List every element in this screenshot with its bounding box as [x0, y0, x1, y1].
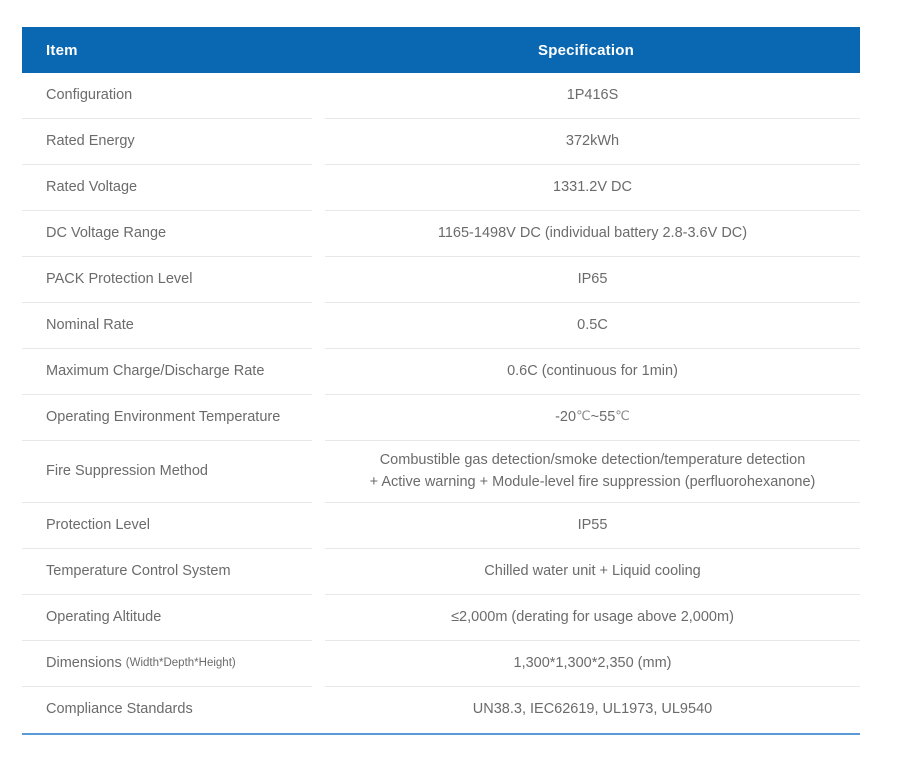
divider-gap	[312, 441, 325, 503]
row-spec-value: 0.6C (continuous for 1min)	[325, 349, 860, 395]
divider-gap	[312, 165, 325, 211]
row-spec-value	[325, 395, 860, 441]
divider-gap	[312, 119, 325, 165]
table-row	[22, 211, 860, 257]
temperature-max: ~55	[590, 408, 616, 425]
table-row	[22, 503, 860, 549]
table-row	[22, 73, 860, 119]
divider-gap	[312, 687, 325, 733]
row-spec-value: Chilled water unit + Liquid cooling	[325, 549, 860, 595]
table-row	[22, 119, 860, 165]
row-spec-value: UN38.3, IEC62619, UL1973, UL9540	[472, 701, 713, 718]
column-header-specification: Specification	[538, 41, 634, 59]
row-item-label-note: (Width*Depth*Height)	[125, 656, 236, 669]
row-spec-value: 0.5C	[325, 303, 860, 349]
row-item-label: Protection Level	[22, 503, 312, 549]
specification-table	[22, 27, 860, 735]
divider-gap	[312, 503, 325, 549]
table-row	[22, 165, 860, 211]
row-spec-value: 1P416S	[325, 73, 860, 119]
row-item-label: DC Voltage Range	[22, 211, 312, 257]
table-row	[22, 395, 860, 441]
divider-gap	[312, 211, 325, 257]
table-row	[22, 303, 860, 349]
row-spec-value: 1,300*1,300*2,350 (mm)	[325, 641, 860, 687]
row-spec-value	[325, 441, 860, 503]
row-item-label: Maximum Charge/Discharge Rate	[22, 349, 312, 395]
row-spec-value: 1165-1498V DC (individual battery 2.8-3.6V DC)	[325, 211, 860, 257]
table-row	[22, 595, 860, 641]
table-row	[22, 641, 860, 687]
table-header-row	[22, 27, 860, 73]
row-item-label: PACK Protection Level	[22, 257, 312, 303]
table-row	[22, 549, 860, 595]
table-bottom-rule	[22, 733, 860, 735]
divider-gap	[312, 349, 325, 395]
spec-value-line-1: Combustible gas detection/smoke detection/temperature detection	[379, 452, 806, 469]
row-item-label: Operating Environment Temperature	[22, 395, 312, 441]
row-spec-value: IP55	[325, 503, 860, 549]
row-spec-value: 1331.2V DC	[325, 165, 860, 211]
row-item-label: Configuration	[22, 73, 312, 119]
degree-celsius-icon: ℃	[615, 409, 630, 425]
row-item-label: Rated Voltage	[22, 165, 312, 211]
divider-gap	[312, 549, 325, 595]
row-spec-value: IP65	[325, 257, 860, 303]
row-item-label: Compliance Standards	[46, 701, 193, 718]
divider-gap	[312, 257, 325, 303]
row-spec-value: 372kWh	[325, 119, 860, 165]
divider-gap	[312, 73, 325, 119]
row-spec-value: ≤2,000m (derating for usage above 2,000m)	[325, 595, 860, 641]
row-item-label: Operating Altitude	[22, 595, 312, 641]
table-row	[22, 687, 860, 733]
row-item-label: Nominal Rate	[22, 303, 312, 349]
divider-gap	[312, 303, 325, 349]
row-item-label: Temperature Control System	[22, 549, 312, 595]
row-item-label: Fire Suppression Method	[22, 441, 312, 503]
degree-celsius-icon: ℃	[576, 409, 591, 425]
row-item-label	[22, 641, 312, 687]
row-item-label-text: Dimensions	[46, 654, 122, 671]
divider-gap	[312, 595, 325, 641]
column-header-item: Item	[46, 41, 78, 59]
table-row	[22, 257, 860, 303]
table-row	[22, 441, 860, 503]
temperature-min: -20	[555, 408, 577, 425]
divider-gap	[312, 395, 325, 441]
table-row	[22, 349, 860, 395]
divider-gap	[312, 641, 325, 687]
table-body	[22, 73, 860, 733]
row-item-label: Rated Energy	[22, 119, 312, 165]
spec-value-line-2: + Active warning + Module-level fire suppression (perfluorohexanone)	[369, 473, 816, 490]
